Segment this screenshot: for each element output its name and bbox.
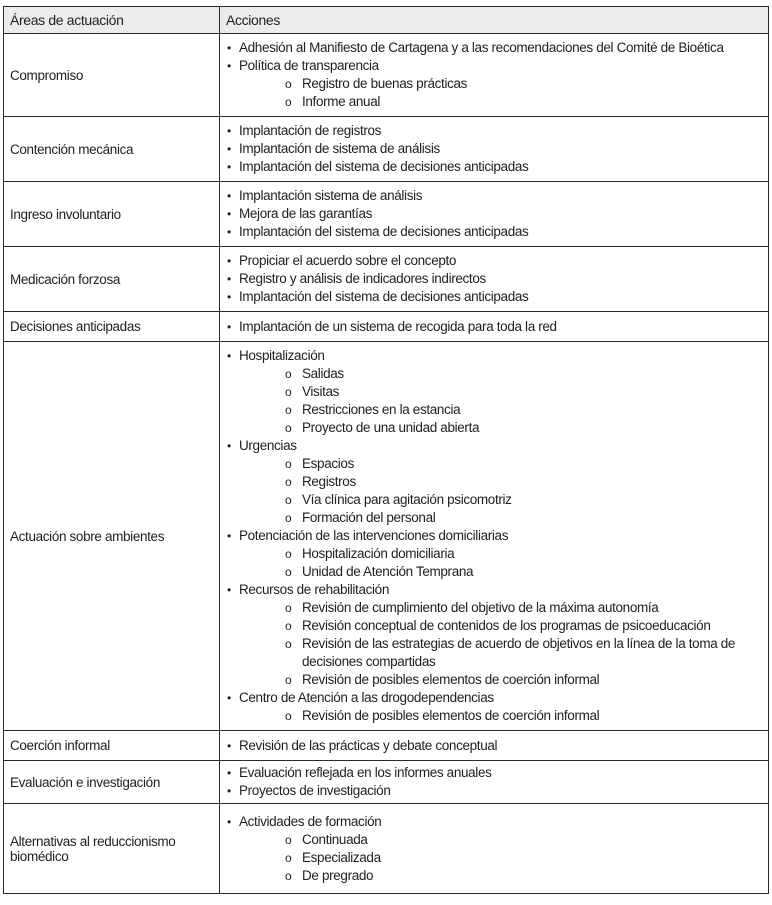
action-text: Centro de Atención a las drogodependencias <box>239 690 494 705</box>
area-cell: Coerción informal <box>4 731 220 761</box>
action-item <box>220 39 768 57</box>
bullet-icon: • <box>227 814 231 829</box>
action-item <box>220 782 768 800</box>
table-row <box>4 247 769 312</box>
bullet-icon: • <box>227 272 231 286</box>
sub-action-text: Restricciones en la estancia <box>302 402 461 417</box>
hollow-bullet-icon: o <box>285 511 292 525</box>
bullet-icon: • <box>227 207 231 221</box>
hollow-bullet-icon: o <box>285 709 292 723</box>
bullet-icon: • <box>227 439 231 453</box>
hollow-bullet-icon: o <box>285 547 292 561</box>
hollow-bullet-icon: o <box>285 601 292 615</box>
bullet-icon: • <box>227 766 231 780</box>
action-text: Proyectos de investigación <box>239 783 391 798</box>
sub-action-text: Especializada <box>302 849 381 865</box>
sub-action-list <box>220 365 768 437</box>
area-cell: Decisiones anticipadas <box>4 312 220 342</box>
action-text: Implantación de sistema de análisis <box>239 141 440 156</box>
sub-action-list <box>220 455 768 527</box>
action-item <box>220 140 768 158</box>
bullet-icon: • <box>227 142 231 156</box>
action-text: Registro y análisis de indicadores indirectos <box>239 271 486 286</box>
sub-action-list <box>220 545 768 581</box>
area-cell: Compromiso <box>4 34 220 117</box>
actions-cell <box>220 312 769 342</box>
sub-action-item <box>220 365 768 383</box>
sub-action-item <box>220 635 768 671</box>
sub-action-text: De pregrado <box>302 867 374 883</box>
action-list <box>220 737 768 755</box>
action-item <box>220 270 768 288</box>
table-row <box>4 312 769 342</box>
table-row <box>4 182 769 247</box>
bullet-icon: • <box>227 583 231 597</box>
actions-cell <box>220 761 769 804</box>
sub-action-item <box>220 75 768 93</box>
sub-action-text: Registros <box>302 474 356 489</box>
action-item <box>220 57 768 111</box>
bullet-icon: • <box>227 529 231 543</box>
hollow-bullet-icon: o <box>285 619 292 633</box>
sub-action-text: Revisión de cumplimiento del objetivo de la máxima autonomía <box>302 600 659 615</box>
actions-cell <box>220 117 769 182</box>
bullet-icon: • <box>227 41 231 55</box>
sub-action-text: Formación del personal <box>302 510 436 525</box>
sub-action-item <box>220 401 768 419</box>
sub-action-text: Revisión de las estrategias de acuerdo de objetivos en la línea de la toma de decisiones compartidas <box>302 636 736 669</box>
action-list <box>220 318 768 336</box>
header-acciones: Acciones <box>220 7 769 34</box>
action-list <box>220 764 768 800</box>
sub-action-text: Salidas <box>302 366 344 381</box>
sub-action-list <box>220 707 768 725</box>
sub-action-item <box>220 491 768 509</box>
sub-action-list <box>220 831 768 885</box>
sub-action-text: Revisión conceptual de contenidos de los programas de psicoeducación <box>302 618 711 633</box>
bullet-icon: • <box>227 160 231 174</box>
sub-action-text: Visitas <box>302 384 340 399</box>
hollow-bullet-icon: o <box>285 493 292 507</box>
sub-action-text: Revisión de posibles elementos de coerción informal <box>302 672 600 687</box>
action-item <box>220 737 768 755</box>
actions-cell <box>220 182 769 247</box>
sub-action-item <box>220 419 768 437</box>
bullet-icon: • <box>227 59 231 73</box>
table-row <box>4 804 769 894</box>
action-item <box>220 347 768 437</box>
sub-action-item <box>220 383 768 401</box>
action-list <box>220 813 768 885</box>
actions-table <box>3 6 769 894</box>
action-item <box>220 689 768 725</box>
action-text: Política de transparencia <box>239 58 379 73</box>
action-item <box>220 252 768 270</box>
bullet-icon: • <box>227 738 231 753</box>
action-list <box>220 252 768 306</box>
hollow-bullet-icon: o <box>285 385 292 399</box>
sub-action-item <box>220 93 768 111</box>
action-text: Implantación del sistema de decisiones anticipadas <box>239 159 529 174</box>
sub-action-text: Revisión de posibles elementos de coerción informal <box>302 708 600 723</box>
sub-action-item <box>220 599 768 617</box>
sub-action-item <box>220 707 768 725</box>
hollow-bullet-icon: o <box>285 95 292 109</box>
area-cell: Evaluación e investigación <box>4 761 220 804</box>
actions-cell <box>220 731 769 761</box>
sub-action-item <box>220 831 768 849</box>
action-item <box>220 187 768 205</box>
action-item <box>220 318 768 336</box>
sub-action-item <box>220 563 768 581</box>
area-cell: Medicación forzosa <box>4 247 220 312</box>
action-text: Implantación del sistema de decisiones anticipadas <box>239 289 529 304</box>
sub-action-item <box>220 545 768 563</box>
sub-action-list <box>220 75 768 111</box>
sub-action-text: Proyecto de una unidad abierta <box>302 420 480 435</box>
action-item <box>220 581 768 689</box>
sub-action-item <box>220 849 768 867</box>
action-text: Adhesión al Manifiesto de Cartagena y a las recomendaciones del Comité de Bioética <box>239 40 724 55</box>
bullet-icon: • <box>227 189 231 203</box>
action-item <box>220 158 768 176</box>
sub-action-item <box>220 617 768 635</box>
action-item <box>220 764 768 782</box>
hollow-bullet-icon: o <box>285 457 292 471</box>
action-text: Implantación de registros <box>239 123 382 138</box>
action-text: Implantación de un sistema de recogida para toda la red <box>239 318 557 334</box>
sub-action-item <box>220 455 768 473</box>
action-text: Implantación del sistema de decisiones anticipadas <box>239 224 529 239</box>
action-text: Mejora de las garantías <box>239 206 373 221</box>
sub-action-text: Registro de buenas prácticas <box>302 76 468 91</box>
action-item <box>220 437 768 527</box>
action-item <box>220 122 768 140</box>
action-text: Potenciación de las intervenciones domiciliarias <box>239 528 509 543</box>
area-cell: Actuación sobre ambientes <box>4 342 220 731</box>
hollow-bullet-icon: o <box>285 77 292 91</box>
sub-action-item <box>220 671 768 689</box>
hollow-bullet-icon: o <box>285 403 292 417</box>
sub-action-text: Unidad de Atención Temprana <box>302 564 474 579</box>
bullet-icon: • <box>227 319 231 334</box>
action-item <box>220 205 768 223</box>
area-cell: Alternativas al reduccionismo biomédico <box>4 804 220 894</box>
action-item <box>220 288 768 306</box>
action-text: Actividades de formación <box>239 813 382 829</box>
area-cell: Contención mecánica <box>4 117 220 182</box>
action-text: Urgencias <box>239 438 297 453</box>
hollow-bullet-icon: o <box>285 832 292 847</box>
hollow-bullet-icon: o <box>285 421 292 435</box>
action-text: Revisión de las prácticas y debate conceptual <box>239 737 498 753</box>
action-list <box>220 187 768 241</box>
sub-action-text: Vía clínica para agitación psicomotriz <box>302 492 512 507</box>
actions-cell <box>220 342 769 731</box>
bullet-icon: • <box>227 691 231 705</box>
actions-cell <box>220 247 769 312</box>
sub-action-item <box>220 867 768 885</box>
action-text: Hospitalización <box>239 348 325 363</box>
bullet-icon: • <box>227 124 231 138</box>
sub-action-text: Informe anual <box>302 94 380 109</box>
action-text: Recursos de rehabilitación <box>239 582 389 597</box>
area-cell: Ingreso involuntario <box>4 182 220 247</box>
bullet-icon: • <box>227 349 231 363</box>
table-row <box>4 117 769 182</box>
sub-action-text: Continuada <box>302 831 368 847</box>
sub-action-item <box>220 509 768 527</box>
table-row <box>4 34 769 117</box>
bullet-icon: • <box>227 225 231 239</box>
action-list <box>220 347 768 725</box>
sub-action-item <box>220 473 768 491</box>
hollow-bullet-icon: o <box>285 475 292 489</box>
table-header-row <box>4 7 769 34</box>
actions-cell <box>220 804 769 894</box>
sub-action-text: Hospitalización domiciliaria <box>302 546 455 561</box>
action-text: Evaluación reflejada en los informes anuales <box>239 765 492 780</box>
action-list <box>220 122 768 176</box>
action-text: Implantación sistema de análisis <box>239 188 423 203</box>
actions-cell <box>220 34 769 117</box>
hollow-bullet-icon: o <box>285 868 292 883</box>
action-list <box>220 39 768 111</box>
header-areas: Áreas de actuación <box>4 7 220 34</box>
bullet-icon: • <box>227 254 231 268</box>
hollow-bullet-icon: o <box>285 673 292 687</box>
bullet-icon: • <box>227 290 231 304</box>
hollow-bullet-icon: o <box>285 565 292 579</box>
table-row <box>4 761 769 804</box>
hollow-bullet-icon: o <box>285 850 292 865</box>
hollow-bullet-icon: o <box>285 637 292 651</box>
table-row <box>4 731 769 761</box>
action-text: Propiciar el acuerdo sobre el concepto <box>239 253 457 268</box>
table-row <box>4 342 769 731</box>
action-item <box>220 813 768 885</box>
hollow-bullet-icon: o <box>285 367 292 381</box>
action-item <box>220 527 768 581</box>
bullet-icon: • <box>227 784 231 798</box>
sub-action-list <box>220 599 768 689</box>
action-item <box>220 223 768 241</box>
sub-action-text: Espacios <box>302 456 354 471</box>
